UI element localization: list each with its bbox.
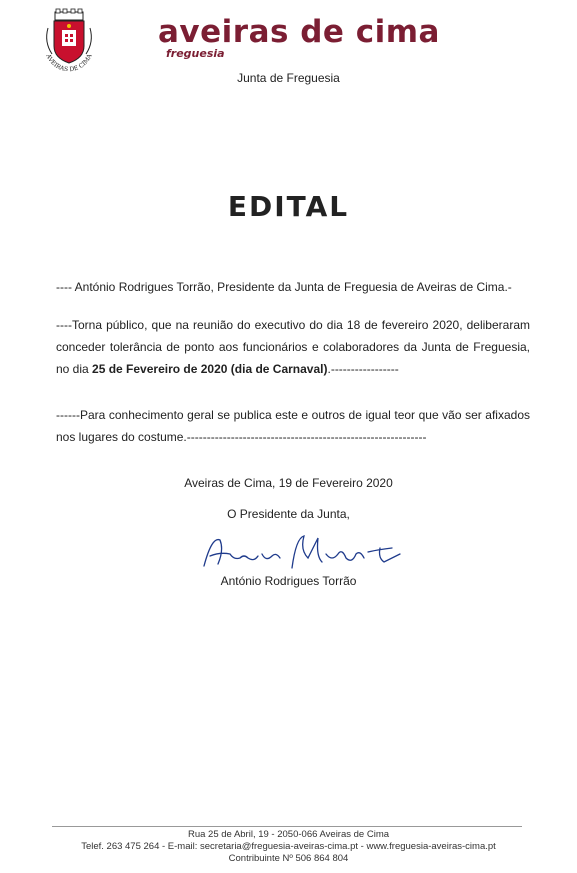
decision-paragraph <box>56 314 530 380</box>
coat-of-arms-icon <box>34 8 104 78</box>
footer-contacts: Telef. 263 475 264 - E-mail: secretaria@freguesia-aveiras-cima.pt - www.freguesia-aveiras-cima.pt <box>81 841 496 852</box>
crest-text: AVEIRAS DE CIMA <box>44 53 94 74</box>
brand-subtitle: freguesia <box>166 47 225 60</box>
holiday-date: 25 de Fevereiro de 2020 (dia de Carnaval) <box>92 362 328 376</box>
footer-nif: Contribuinte Nº 506 864 804 <box>228 853 349 864</box>
office-name: Junta de Freguesia <box>237 71 340 85</box>
intro-paragraph: ---- António Rodrigues Torrão, Presidente da Junta de Freguesia de Aveiras de Cima.- <box>56 280 512 294</box>
publication-paragraph: ------Para conhecimento geral se publica este e outros de igual teor que vão ser afixados nos lugares do costume.------------------------------------------------------------ <box>56 408 530 444</box>
decision-end: .----------------- <box>327 362 399 376</box>
document-title: EDITAL <box>227 190 350 223</box>
decision-text: ----Torna público, que na reunião do executivo do dia 18 de fevereiro 2020, deliberaram conceder tolerância de ponto aos funcionários e colaboradores da Junta de Freguesia, no dia <box>56 318 530 376</box>
footer-divider <box>52 826 522 827</box>
signatory-role: O Presidente da Junta, <box>227 507 350 521</box>
footer-address: Rua 25 de Abril, 19 - 2050-066 Aveiras de Cima <box>187 829 390 840</box>
brand-wordmark: aveiras de cima <box>158 14 440 50</box>
signatory-name: António Rodrigues Torrão <box>220 574 357 588</box>
place-date: Aveiras de Cima, 19 de Fevereiro 2020 <box>184 476 393 490</box>
signature-icon <box>196 528 416 574</box>
